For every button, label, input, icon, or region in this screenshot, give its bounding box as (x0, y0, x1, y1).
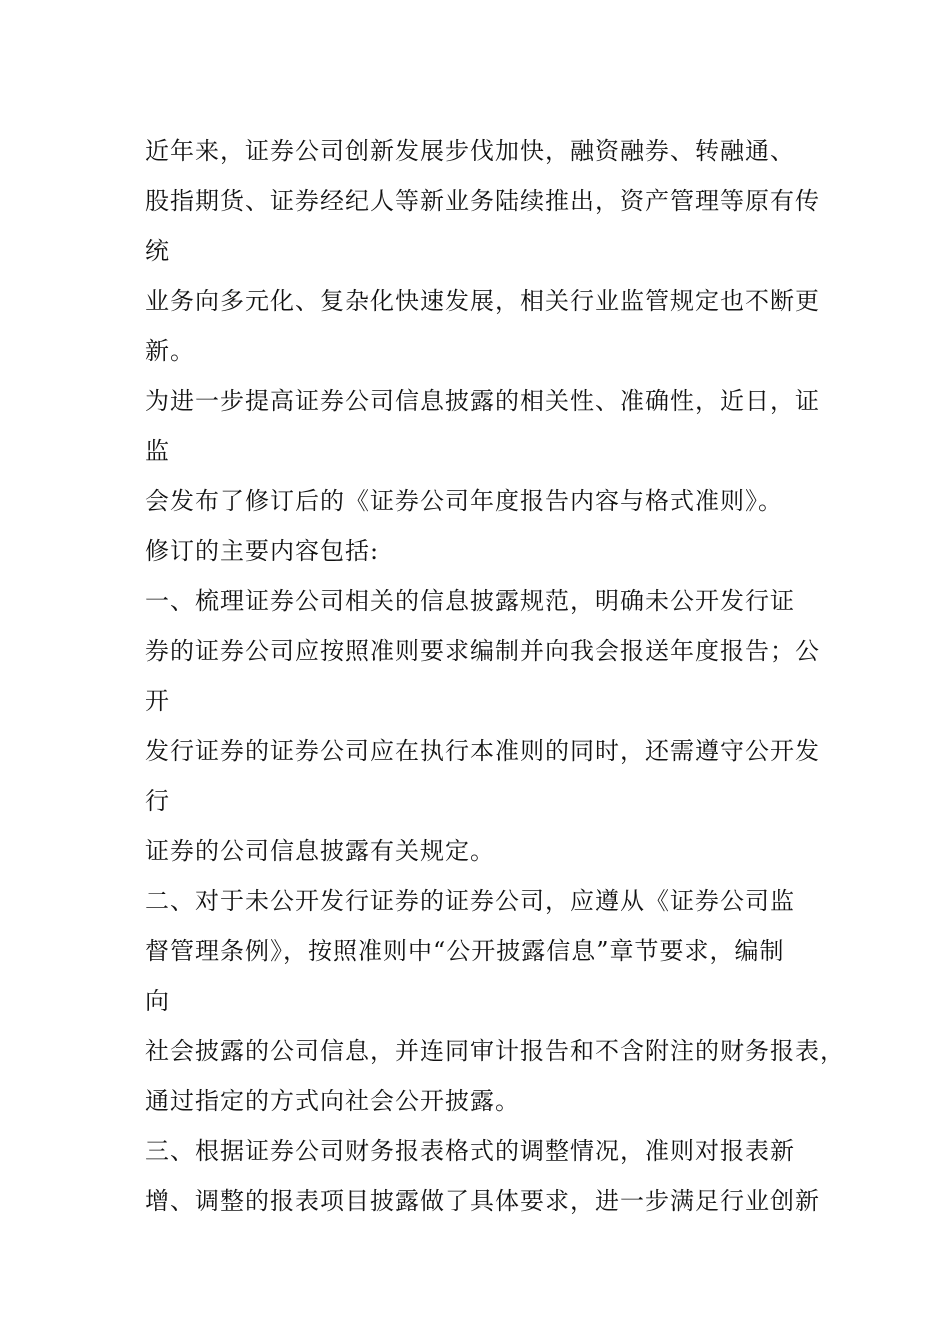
text-line: 证券的公司信息披露有关规定。 (145, 837, 495, 865)
text-line: 社会披露的公司信息，并连同审计报告和不含附注的财务报表， (145, 1037, 845, 1065)
text-line: 一、梳理证券公司相关的信息披露规范，明确未公开发行证 (145, 587, 795, 615)
text-line: 三、根据证券公司财务报表格式的调整情况，准则对报表新 (145, 1137, 795, 1165)
text-line: 行 (145, 787, 170, 815)
text-line: 监 (145, 437, 170, 465)
text-line: 向 (145, 987, 170, 1015)
text-line: 增、调整的报表项目披露做了具体要求，进一步满足行业创新 (145, 1187, 820, 1215)
text-line: 发行证券的证券公司应在执行本准则的同时，还需遵守公开发 (145, 737, 820, 765)
text-line: 会发布了修订后的《证券公司年度报告内容与格式准则》。 (145, 487, 783, 515)
text-line: 督管理条例》，按照准则中“公开披露信息”章节要求，编制 (145, 937, 785, 965)
text-line: 统 (145, 237, 170, 265)
document-body (145, 126, 845, 1226)
text-line: 券的证券公司应按照准则要求编制并向我会报送年度报告；公 (145, 637, 820, 665)
text-line: 通过指定的方式向社会公开披露。 (145, 1087, 520, 1115)
text-line: 为进一步提高证券公司信息披露的相关性、准确性，近日，证 (145, 387, 820, 415)
text-line: 新。 (145, 337, 195, 365)
text-line: 修订的主要内容包括: (145, 537, 380, 565)
text-line: 股指期货、证券经纪人等新业务陆续推出，资产管理等原有传 (145, 187, 820, 215)
text-line: 二、对于未公开发行证券的证券公司，应遵从《证券公司监 (145, 887, 795, 915)
text-line: 业务向多元化、复杂化快速发展，相关行业监管规定也不断更 (145, 287, 820, 315)
text-line: 开 (145, 687, 170, 715)
text-line: 近年来，证券公司创新发展步伐加快，融资融券、转融通、 (145, 137, 795, 165)
